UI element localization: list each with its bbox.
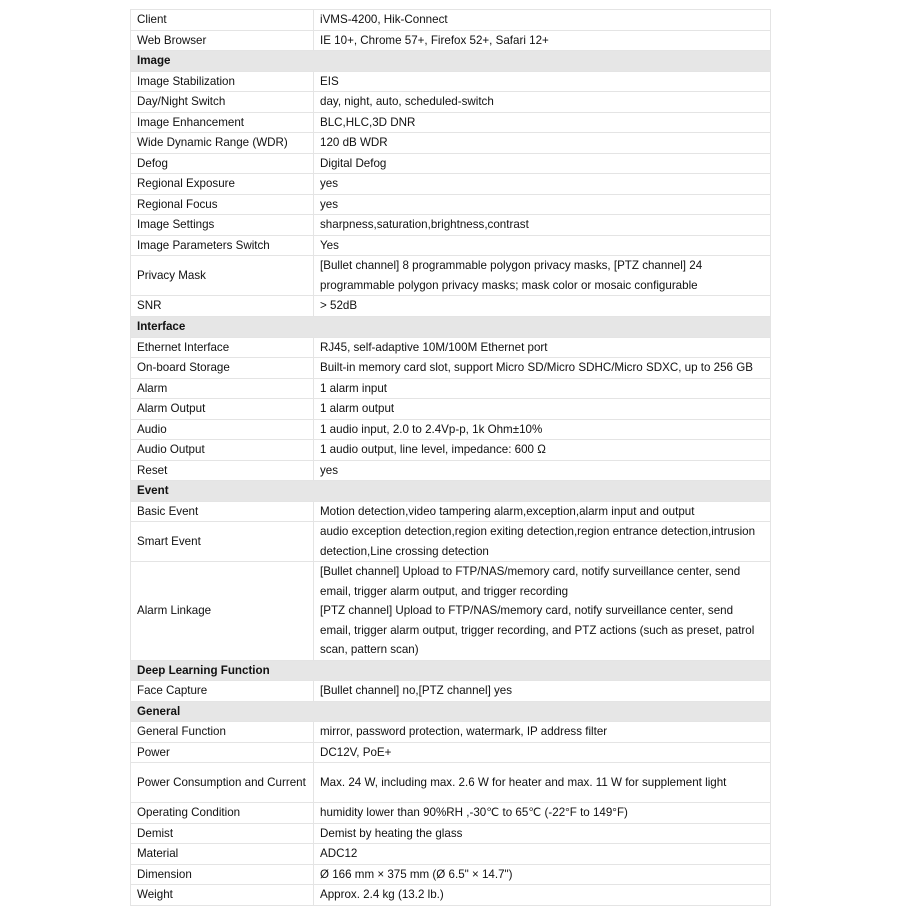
spec-label: Demist [131,823,314,844]
section-title: Image [131,51,771,72]
spec-value: sharpness,saturation,brightness,contrast [314,215,771,236]
spec-row [131,153,771,174]
spec-value: 1 audio output, line level, impedance: 600 Ω [314,440,771,461]
spec-label: Power [131,742,314,763]
spec-value: 1 alarm output [314,399,771,420]
spec-row [131,112,771,133]
spec-label: Regional Focus [131,194,314,215]
spec-value: Approx. 2.4 kg (13.2 lb.) [314,885,771,906]
spec-label: Wide Dynamic Range (WDR) [131,133,314,154]
spec-row [131,92,771,113]
spec-row [131,460,771,481]
spec-label: Privacy Mask [131,256,314,296]
spec-label: Basic Event [131,501,314,522]
spec-value: DC12V, PoE+ [314,742,771,763]
spec-row [131,522,771,562]
spec-table-body [131,10,771,906]
spec-row [131,844,771,865]
section-title: Deep Learning Function [131,660,771,681]
spec-value: 1 alarm input [314,378,771,399]
spec-label: Regional Exposure [131,174,314,195]
spec-value: yes [314,460,771,481]
spec-value: IE 10+, Chrome 57+, Firefox 52+, Safari 12+ [314,30,771,51]
section-header [131,51,771,72]
spec-value: yes [314,194,771,215]
spec-label: Alarm Linkage [131,562,314,661]
spec-row [131,215,771,236]
spec-label: Day/Night Switch [131,92,314,113]
spec-row [131,10,771,31]
spec-value: Digital Defog [314,153,771,174]
spec-value: BLC,HLC,3D DNR [314,112,771,133]
spec-value: [Bullet channel] 8 programmable polygon privacy masks, [PTZ channel] 24 programmable polygon privacy masks; mask color or mosaic configurable [314,256,771,296]
spec-value: Max. 24 W, including max. 2.6 W for heater and max. 11 W for supplement light [314,763,771,803]
spec-value-paragraph: [Bullet channel] Upload to FTP/NAS/memory card, notify surveillance center, send email, trigger alarm output, and trigger recording [320,565,741,598]
spec-row [131,256,771,296]
spec-label: Dimension [131,864,314,885]
spec-value: [Bullet channel] no,[PTZ channel] yes [314,681,771,702]
section-header [131,317,771,338]
spec-row [131,399,771,420]
spec-row [131,378,771,399]
section-header [131,701,771,722]
spec-value: iVMS-4200, Hik-Connect [314,10,771,31]
spec-label: Reset [131,460,314,481]
spec-label: Power Consumption and Current [131,763,314,803]
section-title: Interface [131,317,771,338]
spec-row [131,742,771,763]
spec-value: 120 dB WDR [314,133,771,154]
spec-label: Ethernet Interface [131,337,314,358]
spec-value: humidity lower than 90%RH ,-30℃ to 65℃ (-22°F to 149°F) [314,803,771,824]
spec-label: Weight [131,885,314,906]
section-header [131,481,771,502]
spec-value: audio exception detection,region exiting detection,region entrance detection,intrusion detection,Line crossing detection [314,522,771,562]
spec-row [131,722,771,743]
section-title: General [131,701,771,722]
spec-value: 1 audio input, 2.0 to 2.4Vp-p, 1k Ohm±10% [314,419,771,440]
spec-table [130,9,771,906]
spec-row [131,440,771,461]
spec-row [131,419,771,440]
spec-label: Smart Event [131,522,314,562]
spec-value: > 52dB [314,296,771,317]
spec-label: Defog [131,153,314,174]
spec-value: Motion detection,video tampering alarm,exception,alarm input and output [314,501,771,522]
spec-row [131,174,771,195]
spec-label: Material [131,844,314,865]
spec-label: General Function [131,722,314,743]
spec-value: Ø 166 mm × 375 mm (Ø 6.5" × 14.7") [314,864,771,885]
spec-row [131,30,771,51]
spec-label: SNR [131,296,314,317]
spec-value: Built-in memory card slot, support Micro SD/Micro SDHC/Micro SDXC, up to 256 GB [314,358,771,379]
spec-row [131,681,771,702]
spec-value: ADC12 [314,844,771,865]
spec-value-paragraph: [PTZ channel] Upload to FTP/NAS/memory card, notify surveillance center, send email, trigger alarm output, trigger recording, and PTZ actions (such as preset, patrol scan, pattern scan) [320,604,755,656]
spec-row [131,763,771,803]
spec-label: Image Parameters Switch [131,235,314,256]
spec-row [131,562,771,661]
spec-label: Client [131,10,314,31]
spec-value: RJ45, self-adaptive 10M/100M Ethernet port [314,337,771,358]
spec-value: Demist by heating the glass [314,823,771,844]
spec-row [131,194,771,215]
spec-value: Yes [314,235,771,256]
spec-label: Audio [131,419,314,440]
spec-row [131,885,771,906]
spec-row [131,823,771,844]
spec-row [131,501,771,522]
spec-value: day, night, auto, scheduled-switch [314,92,771,113]
spec-label: Operating Condition [131,803,314,824]
spec-label: Alarm [131,378,314,399]
spec-value: mirror, password protection, watermark, IP address filter [314,722,771,743]
spec-value: yes [314,174,771,195]
spec-label: Image Settings [131,215,314,236]
spec-label: Image Enhancement [131,112,314,133]
spec-row [131,358,771,379]
spec-label: Image Stabilization [131,71,314,92]
spec-row [131,133,771,154]
spec-label: Web Browser [131,30,314,51]
section-header [131,660,771,681]
spec-label: Audio Output [131,440,314,461]
spec-row [131,864,771,885]
spec-row [131,803,771,824]
spec-row [131,71,771,92]
spec-row [131,296,771,317]
spec-row [131,235,771,256]
spec-value [314,562,771,661]
spec-label: Alarm Output [131,399,314,420]
section-title: Event [131,481,771,502]
spec-label: On-board Storage [131,358,314,379]
spec-row [131,337,771,358]
spec-label: Face Capture [131,681,314,702]
spec-value: EIS [314,71,771,92]
